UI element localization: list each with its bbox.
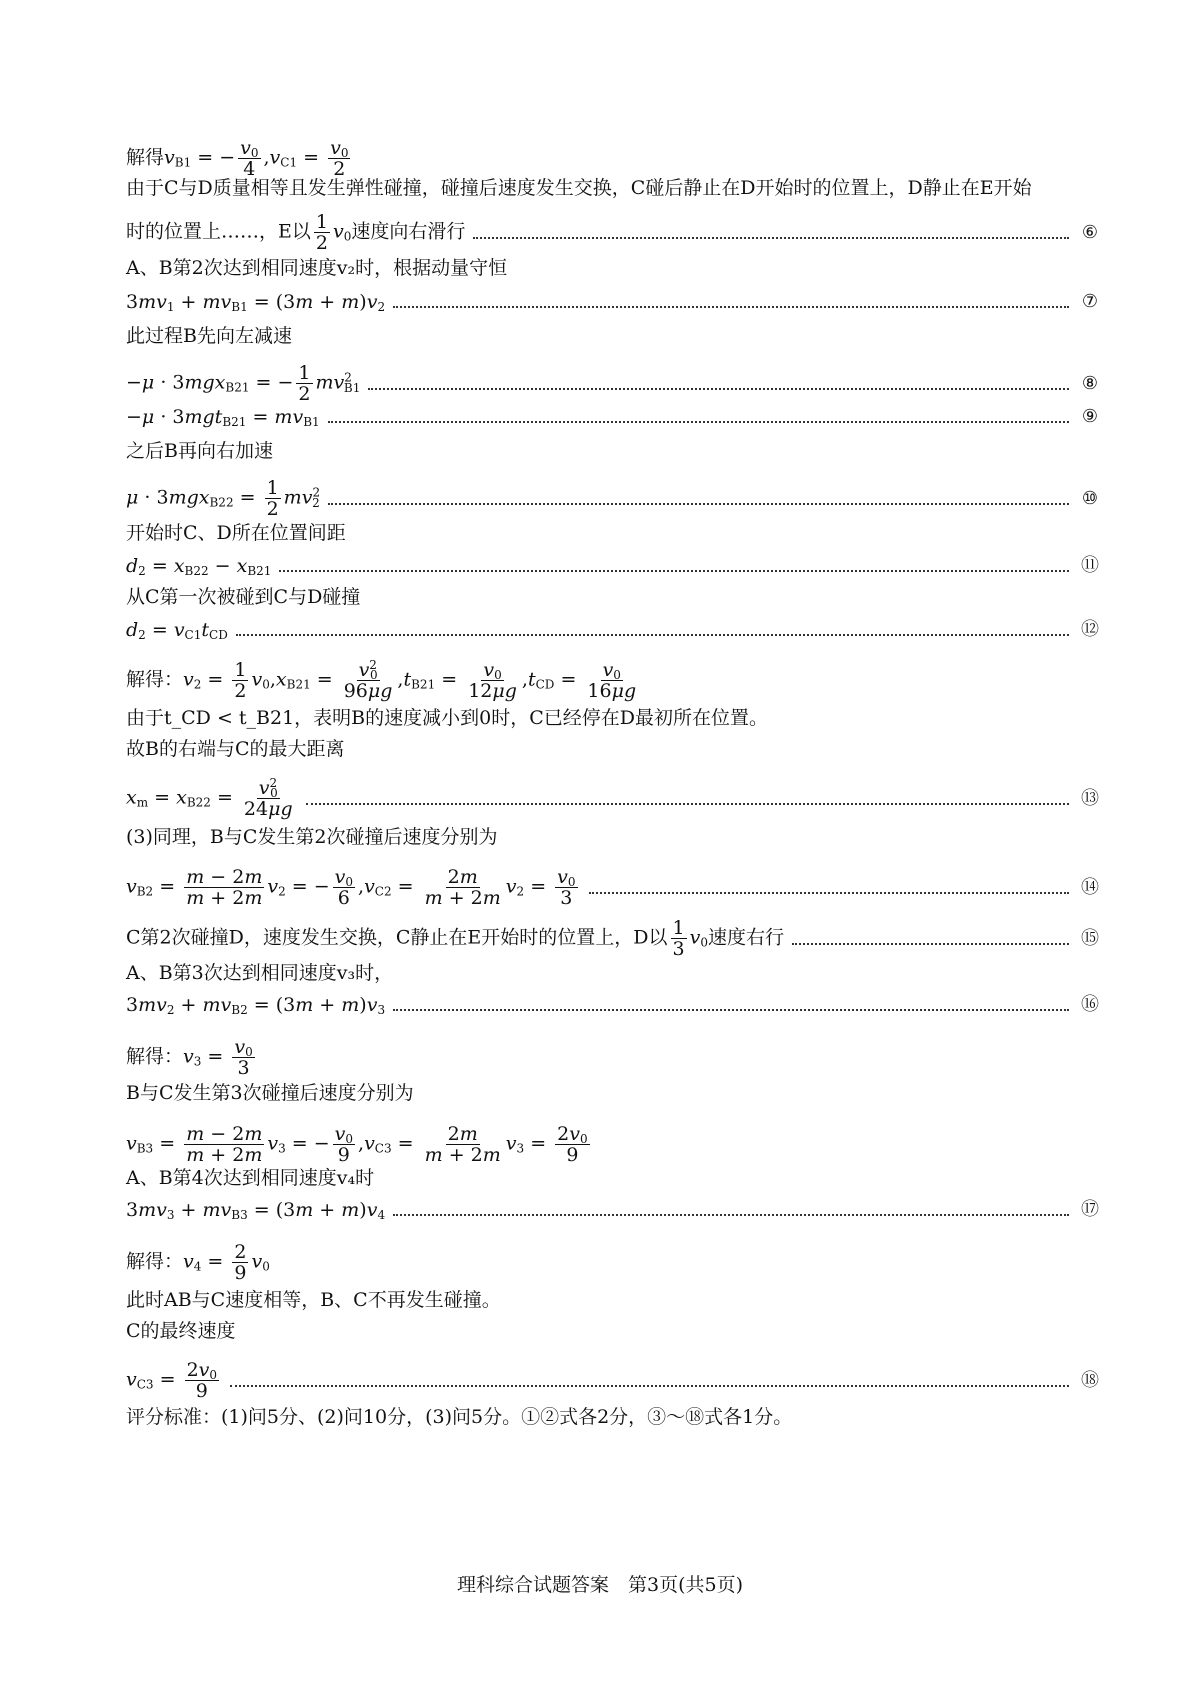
label-jiede: 解得： — [126, 1250, 184, 1273]
equation-number: ⑭ — [1081, 876, 1099, 898]
text-line — [126, 1318, 1101, 1344]
text: 时的位置上……，E以 — [126, 220, 311, 243]
equation-line-7: $3mv_1 + mv_{B1} = (3m + m)v_2$ ⑦ — [126, 289, 1101, 315]
equation-number: ⑬ — [1081, 787, 1099, 809]
text-line — [126, 1080, 1101, 1106]
page-footer: 理科综合试题答案 第3页(共5页) — [456, 1574, 743, 1596]
text-line — [126, 824, 1101, 850]
label-jiede: 解得 — [126, 146, 165, 169]
solution-line-v2: 解得：$v_2$ = $\frac{1}{2}$ $v_0,x_{B21}$ = $\frac{v^2_0}{96\mu g}$ $,t_{B21}$ = $\frac{v_0}{12\mu g}$ $,t_{CD}$ = $\frac{v_0}{16\mu g}$ — [126, 658, 637, 702]
solution-line-vb1-vc1: 解得$v_{B1}$ = − $\frac{v_0}{4}$ $,v_{C1}$ = $\frac{v_0}{2}$ — [126, 137, 349, 180]
dot-leader — [393, 1214, 1069, 1216]
solution-line-v4: 解得：$v_4$ = $\frac{2}{9}$ $v_0$ — [126, 1241, 270, 1284]
label-jiede: 解得： — [126, 1045, 184, 1068]
equation-number: ⑱ — [1081, 1369, 1099, 1391]
equation-line-10: μ · 3mgx$_{B22}$ = $\frac{1}{2}$ $mv^2_2$ ⑩ — [126, 478, 1101, 519]
text: C第2次碰撞D，速度发生交换，C静止在E开始时的位置上，D以 — [126, 926, 668, 949]
text: A、B第2次达到相同速度v₂时，根据动量守恒 — [126, 257, 508, 279]
equation-line-8: −μ · 3mgx$_{B21}$ = − $\frac{1}{2}$ $mv^2_{B1}$ ⑧ — [126, 363, 1101, 404]
equation-number: ⑧ — [1081, 372, 1099, 394]
equation-line-6: 时的位置上……，E以 $\frac{1}{2}$ $v_0$速度向右滑行 ⑥ — [126, 212, 1101, 253]
text: A、B第3次达到相同速度v₃时， — [126, 962, 394, 984]
dot-leader — [236, 634, 1069, 636]
text-line — [126, 584, 1101, 610]
text: C的最终速度 — [126, 1320, 236, 1342]
text: 此过程B先向左减速 — [126, 325, 292, 347]
dot-leader — [306, 803, 1069, 805]
dot-leader — [230, 1385, 1069, 1387]
equation-line-9: $-\mu \cdot 3mgt_{B21} = mv_{B1}$ ⑨ — [126, 404, 1101, 430]
text-line — [126, 438, 1101, 464]
dot-leader — [792, 943, 1069, 945]
text: A、B第4次达到相同速度v₄时 — [126, 1167, 375, 1189]
text-line — [126, 960, 1101, 986]
text: 开始时C、D所在位置间距 — [126, 522, 346, 544]
text: 由于C与D质量相等且发生弹性碰撞，碰撞后速度发生交换，C碰后静止在D开始时的位置上，D静止在E开始 — [126, 177, 1032, 199]
text: 评分标准：(1)问5分、(2)问10分，(3)问5分。①②式各2分，③～⑱式各1分。 — [126, 1406, 793, 1428]
dot-leader — [279, 570, 1069, 572]
equation-number: ⑮ — [1081, 927, 1099, 949]
equation-number: ⑪ — [1081, 555, 1099, 576]
solution-line-v3: 解得：$v_3$ = $\frac{v_0}{3}$ — [126, 1036, 253, 1079]
equation-line-18: $v_{C3}$ = $\frac{2v_0}{9}$ ⑱ — [126, 1359, 1099, 1402]
text-line — [126, 1287, 1101, 1313]
text-line — [126, 736, 1101, 762]
text: 速度右行 — [707, 926, 784, 949]
equation-line-13: $x_m = x_{B22}$ = $\frac{v^2_0}{24\mu g}$ ⑬ — [126, 776, 1099, 820]
scoring-criteria — [126, 1404, 1101, 1430]
text: 由于t_CD < t_B21，表明B的速度减小到0时，C已经停在D最初所在位置。 — [126, 707, 769, 729]
text-line — [126, 255, 1101, 281]
solution-line-vb3-vc3: $v_{B3}$ = $\frac{m - 2m}{m + 2m}$ $v_3$ = − $\frac{v_0}{9}$ $,v_{C3}$ = $\frac{2m}{m + 2m}$ $v_3$ = $\frac{2v_0}{9}$ — [126, 1123, 588, 1166]
equation-number: ⑯ — [1081, 994, 1099, 1015]
equation-number: ⑫ — [1081, 619, 1099, 640]
dot-leader — [328, 421, 1069, 423]
text: 从C第一次被碰到C与D碰撞 — [126, 586, 361, 608]
text: 速度向右滑行 — [351, 220, 466, 243]
equation-number: ⑥ — [1081, 221, 1099, 243]
equation-line-11: $d_2 = x_{B22} - x_{B21}$ ⑪ — [126, 555, 1099, 578]
dot-leader — [328, 503, 1069, 505]
equation-number: ⑩ — [1081, 487, 1099, 509]
text: 故B的右端与C的最大距离 — [126, 738, 345, 760]
dot-leader — [393, 1009, 1069, 1011]
equation-number: ⑨ — [1081, 406, 1099, 427]
text: 之后B再向右加速 — [126, 440, 273, 462]
equation-line-12: $d_2 = v_{C1}t_{CD}$ ⑫ — [126, 619, 1099, 642]
dot-leader — [589, 892, 1069, 894]
equation-number: ⑰ — [1081, 1199, 1099, 1220]
text: B与C发生第3次碰撞后速度分别为 — [126, 1082, 414, 1104]
equation-line-15: C第2次碰撞D，速度发生交换，C静止在E开始时的位置上，D以 $\frac{1}{3}$ $v_0$速度右行 ⑮ — [126, 917, 1099, 960]
label-jiede: 解得： — [126, 668, 184, 691]
equation-line-17: $3mv_3 + mv_{B3} = (3m + m)v_4$ ⑰ — [126, 1199, 1099, 1222]
equation-line-14: $v_{B2}$ = $\frac{m - 2m}{m + 2m}$ $v_2$ = − $\frac{v_0}{6}$ $,v_{C2}$ = $\frac{2m}{m + 2m}$ $v_2$ = $\frac{v_0}{3}$ ⑭ — [126, 866, 1099, 909]
dot-leader — [473, 237, 1069, 239]
dot-leader — [368, 388, 1069, 390]
text-line — [126, 323, 1101, 349]
equation-line-16: $3mv_2 + mv_{B2} = (3m + m)v_3$ ⑯ — [126, 994, 1099, 1017]
text: 此时AB与C速度相等，B、C不再发生碰撞。 — [126, 1289, 501, 1311]
equation-number: ⑦ — [1081, 291, 1099, 312]
text: (3)同理，B与C发生第2次碰撞后速度分别为 — [126, 826, 498, 848]
text-line — [126, 520, 1101, 546]
text-line — [126, 705, 1101, 731]
text-line — [126, 175, 1101, 201]
dot-leader — [393, 306, 1069, 308]
text-line — [126, 1165, 1101, 1191]
